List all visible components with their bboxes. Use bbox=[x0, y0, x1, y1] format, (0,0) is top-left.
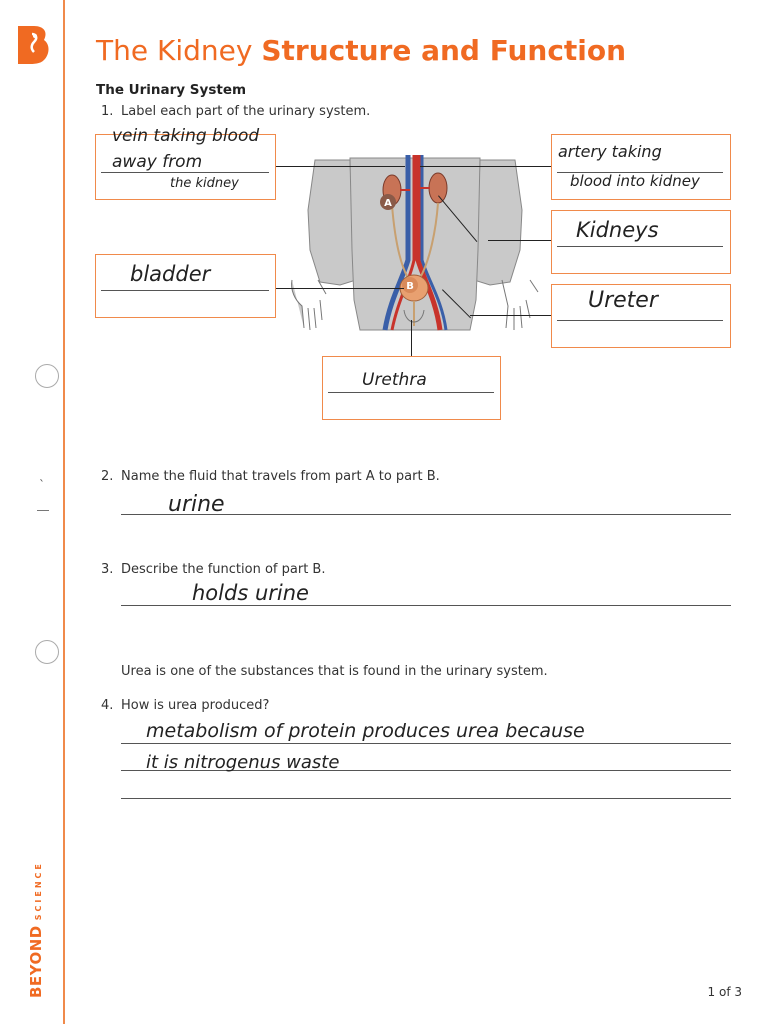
beyond-logo-icon bbox=[14, 22, 54, 68]
handwritten-artery-2: blood into kidney bbox=[570, 172, 700, 190]
title-bold: Structure and Function bbox=[261, 34, 627, 67]
box-line bbox=[557, 320, 723, 321]
margin-mark: ` bbox=[39, 478, 45, 492]
urea-intro: Urea is one of the substances that is found in the urinary system. bbox=[121, 664, 548, 679]
margin-dash bbox=[37, 510, 49, 511]
leader-vein bbox=[275, 166, 405, 167]
answer-line-q4-3[interactable] bbox=[121, 798, 731, 799]
brand-word-science: SCIENCE bbox=[34, 861, 43, 921]
handwritten-answer-q4-1: metabolism of protein produces urea because bbox=[146, 720, 585, 742]
leader-kidneys bbox=[488, 240, 551, 241]
handwritten-vein-2: away from bbox=[112, 152, 203, 172]
leader-ureter bbox=[470, 315, 551, 316]
handwritten-answer-q3: holds urine bbox=[192, 581, 309, 605]
question-2: 2. Name the fluid that travels from part A to part B. bbox=[101, 469, 440, 484]
brand-word-beyond: BEYOND bbox=[27, 925, 45, 998]
handwritten-vein-1: vein taking blood bbox=[112, 126, 260, 146]
marker-a: A bbox=[384, 198, 392, 209]
handwritten-bladder: bladder bbox=[130, 262, 211, 286]
question-1: 1. Label each part of the urinary system. bbox=[101, 104, 371, 119]
box-line bbox=[101, 172, 269, 173]
leader-urethra bbox=[411, 320, 412, 356]
box-line bbox=[101, 290, 269, 291]
page-number: 1 of 3 bbox=[707, 985, 742, 999]
section-heading: The Urinary System bbox=[96, 82, 247, 98]
brand-vertical bbox=[24, 842, 44, 998]
title-light: The Kidney bbox=[96, 34, 262, 67]
binder-hole bbox=[35, 640, 59, 664]
margin-line bbox=[63, 0, 65, 1024]
handwritten-answer-q4-2: it is nitrogenus waste bbox=[146, 752, 340, 773]
answer-line-q3[interactable] bbox=[121, 605, 731, 606]
page-title bbox=[96, 34, 626, 67]
box-line bbox=[328, 392, 494, 393]
leader-artery bbox=[420, 166, 551, 167]
urinary-system-diagram bbox=[280, 150, 550, 350]
handwritten-urethra: Urethra bbox=[362, 370, 427, 390]
handwritten-kidneys: Kidneys bbox=[576, 218, 659, 242]
handwritten-vein-3: the kidney bbox=[170, 176, 239, 191]
marker-b: B bbox=[406, 281, 414, 292]
leader-bladder bbox=[274, 288, 404, 289]
handwritten-ureter: Ureter bbox=[588, 288, 658, 313]
handwritten-artery-1: artery taking bbox=[558, 142, 662, 161]
handwritten-answer-q2: urine bbox=[168, 492, 225, 517]
binder-hole bbox=[35, 364, 59, 388]
box-line bbox=[557, 246, 723, 247]
question-4: 4. How is urea produced? bbox=[101, 698, 270, 713]
answer-line-q4-1[interactable] bbox=[121, 743, 731, 744]
question-3: 3. Describe the function of part B. bbox=[101, 562, 326, 577]
